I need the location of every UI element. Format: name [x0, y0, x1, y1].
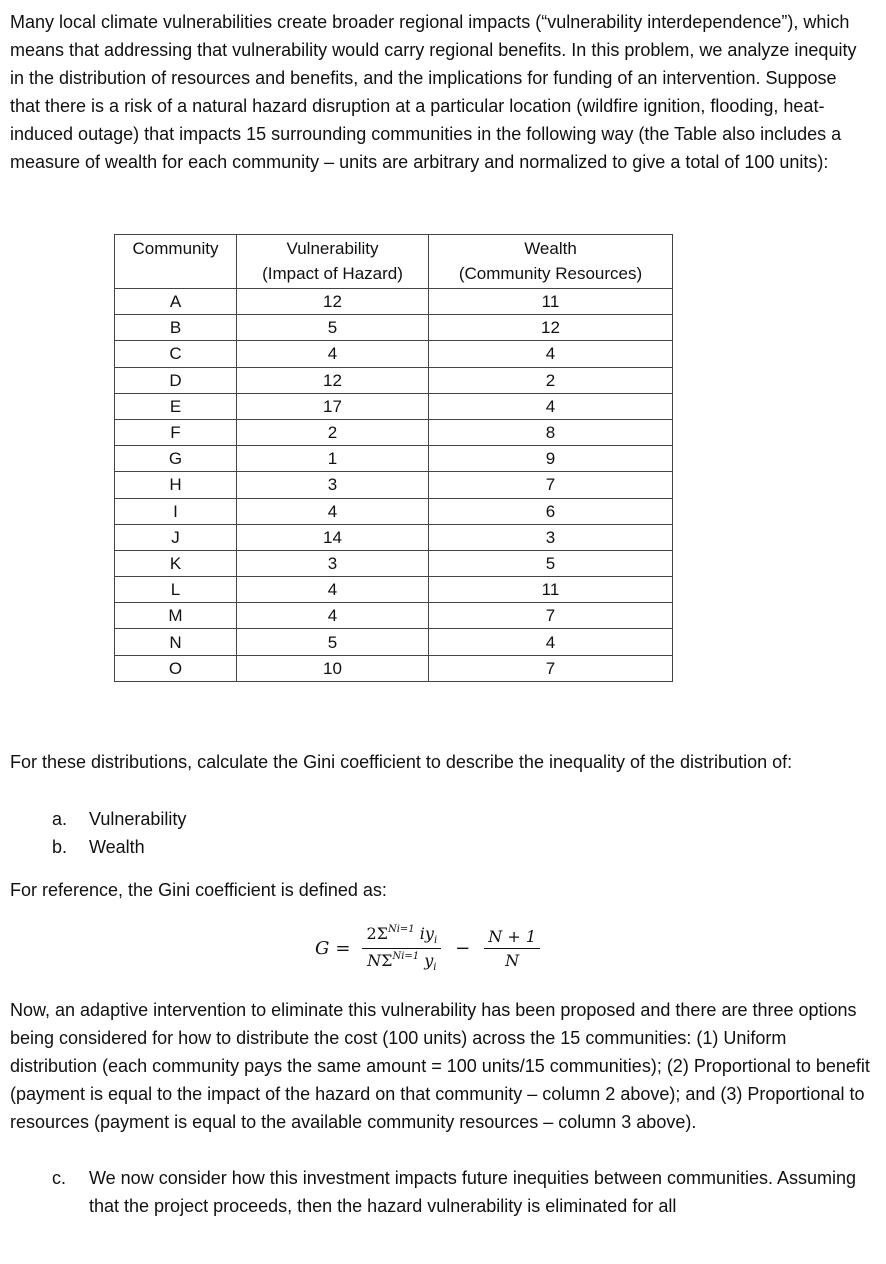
table-row [115, 550, 673, 576]
cell-community: J [115, 524, 237, 550]
cell-community: G [115, 446, 237, 472]
cell-wealth: 4 [429, 341, 673, 367]
cell-community: M [115, 603, 237, 629]
list-item [52, 833, 186, 861]
header-vulnerability-line1: Vulnerability [286, 239, 379, 258]
cell-vulnerability: 12 [237, 289, 429, 315]
formula-coefficient: 2 [366, 924, 377, 943]
gini-formula [315, 924, 546, 973]
cell-vulnerability: 2 [237, 419, 429, 445]
cell-wealth: 11 [429, 289, 673, 315]
table-row [115, 419, 673, 445]
cell-wealth: 9 [429, 446, 673, 472]
cell-wealth: 7 [429, 472, 673, 498]
formula-numerator [362, 924, 441, 949]
cell-wealth: 11 [429, 577, 673, 603]
formula-first-fraction [362, 924, 441, 973]
cell-community: L [115, 577, 237, 603]
table-row [115, 341, 673, 367]
summand-subscript: i [433, 962, 437, 974]
cell-community: K [115, 550, 237, 576]
cell-vulnerability: 3 [237, 472, 429, 498]
cell-community: H [115, 472, 237, 498]
cell-vulnerability: 17 [237, 393, 429, 419]
cell-vulnerability: 4 [237, 341, 429, 367]
table-row [115, 603, 673, 629]
summand-denominator: y [424, 951, 434, 971]
table-row [115, 446, 673, 472]
reference-paragraph: For reference, the Gini coefficient is defined as: [10, 880, 387, 900]
cell-vulnerability: 10 [237, 655, 429, 681]
table-row [115, 498, 673, 524]
part-c-marker: c. [52, 1168, 67, 1188]
cell-community: N [115, 629, 237, 655]
part-c-text: We now consider how this investment impacts future inequities between communities. Assuming that the project proceeds, then the hazard vulnerability is eliminated for all [89, 1168, 857, 1216]
cell-vulnerability: 5 [237, 315, 429, 341]
formula-denominator [363, 949, 440, 973]
cell-vulnerability: 1 [237, 446, 429, 472]
sum-symbol: Σ [381, 951, 393, 971]
sum-lower-limit: i=1 [396, 924, 415, 935]
question-marker: b. [52, 837, 68, 857]
table-row [115, 393, 673, 419]
part-c-list [52, 1164, 872, 1220]
formula-equals: = [335, 938, 351, 960]
header-wealth-line2: (Community Resources) [458, 264, 643, 283]
cell-community: O [115, 655, 237, 681]
formula-minus: − [455, 938, 471, 960]
cell-vulnerability: 4 [237, 577, 429, 603]
cell-wealth: 7 [429, 655, 673, 681]
cell-community: I [115, 498, 237, 524]
cell-community: F [115, 419, 237, 445]
cell-community: B [115, 315, 237, 341]
cell-wealth: 12 [429, 315, 673, 341]
second-denominator: N [505, 951, 520, 971]
cell-community: D [115, 367, 237, 393]
table-row [115, 524, 673, 550]
sum-upper-limit: N [387, 924, 397, 935]
cell-vulnerability: 4 [237, 603, 429, 629]
cell-wealth: 4 [429, 629, 673, 655]
cell-vulnerability: 14 [237, 524, 429, 550]
sum-upper-limit: N [392, 951, 402, 963]
formula-lhs: G [315, 938, 330, 960]
sum-lower-limit: i=1 [401, 951, 420, 963]
denominator-n: N [367, 951, 382, 971]
question-text: Vulnerability [89, 809, 187, 829]
table-row [115, 315, 673, 341]
summand-numerator: iy [419, 924, 434, 943]
table-row [115, 655, 673, 681]
cell-vulnerability: 5 [237, 629, 429, 655]
cell-wealth: 5 [429, 550, 673, 576]
table-header-row [115, 235, 673, 289]
cell-vulnerability: 3 [237, 550, 429, 576]
cell-wealth: 4 [429, 393, 673, 419]
intro-paragraph: Many local climate vulnerabilities create broader regional impacts (“vulnerability interdependence”), which means that addressing that vulnerability would carry regional benefits. In this problem, we analyze inequity in the distribution of resources and benefits, and the implications for funding of an intervention. Suppose that there is a risk of a natural hazard disruption at a particular location (wildfire ignition, flooding, heat-induced outage) that impacts 15 surrounding communities in the following way (the Table also includes a measure of wealth for each community – units are arbitrary and normalized to give a total of 100 units): [10, 12, 857, 172]
sum-symbol: Σ [376, 924, 388, 943]
list-item [52, 1164, 872, 1220]
table-row [115, 472, 673, 498]
table-row [115, 577, 673, 603]
community-table [114, 234, 673, 682]
list-item [52, 805, 186, 833]
table-body [115, 289, 673, 682]
question-list [52, 805, 186, 861]
header-community: Community [115, 235, 237, 289]
formula-second-fraction [484, 927, 540, 970]
cell-community: A [115, 289, 237, 315]
intervention-paragraph: Now, an adaptive intervention to eliminate this vulnerability has been proposed and there are three options being considered for how to distribute the cost (100 units) across the 15 communities: (1) Uniform distribution (each community pays the same amount = 100 units/15 communities); (2) Proportional to benefit (payment is equal to the impact of the hazard on that community – column 2 above); and (3) Proportional to resources (payment is equal to the available community resources – column 3 above). [10, 1000, 870, 1132]
header-vulnerability-line2: (Impact of Hazard) [262, 264, 403, 283]
summand-subscript: i [433, 935, 438, 947]
question-marker: a. [52, 809, 68, 829]
table-row [115, 289, 673, 315]
cell-wealth: 3 [429, 524, 673, 550]
header-wealth [429, 235, 673, 289]
cell-community: C [115, 341, 237, 367]
cell-vulnerability: 12 [237, 367, 429, 393]
table-row [115, 629, 673, 655]
cell-wealth: 2 [429, 367, 673, 393]
table-row [115, 367, 673, 393]
cell-vulnerability: 4 [237, 498, 429, 524]
cell-community: E [115, 393, 237, 419]
header-wealth-line1: Wealth [524, 239, 577, 258]
cell-wealth: 8 [429, 419, 673, 445]
second-numerator: N + 1 [484, 927, 540, 949]
question-text: Wealth [89, 837, 145, 857]
task-paragraph: For these distributions, calculate the Gini coefficient to describe the inequality of the distribution of: [10, 752, 793, 772]
cell-wealth: 6 [429, 498, 673, 524]
cell-wealth: 7 [429, 603, 673, 629]
header-vulnerability [237, 235, 429, 289]
